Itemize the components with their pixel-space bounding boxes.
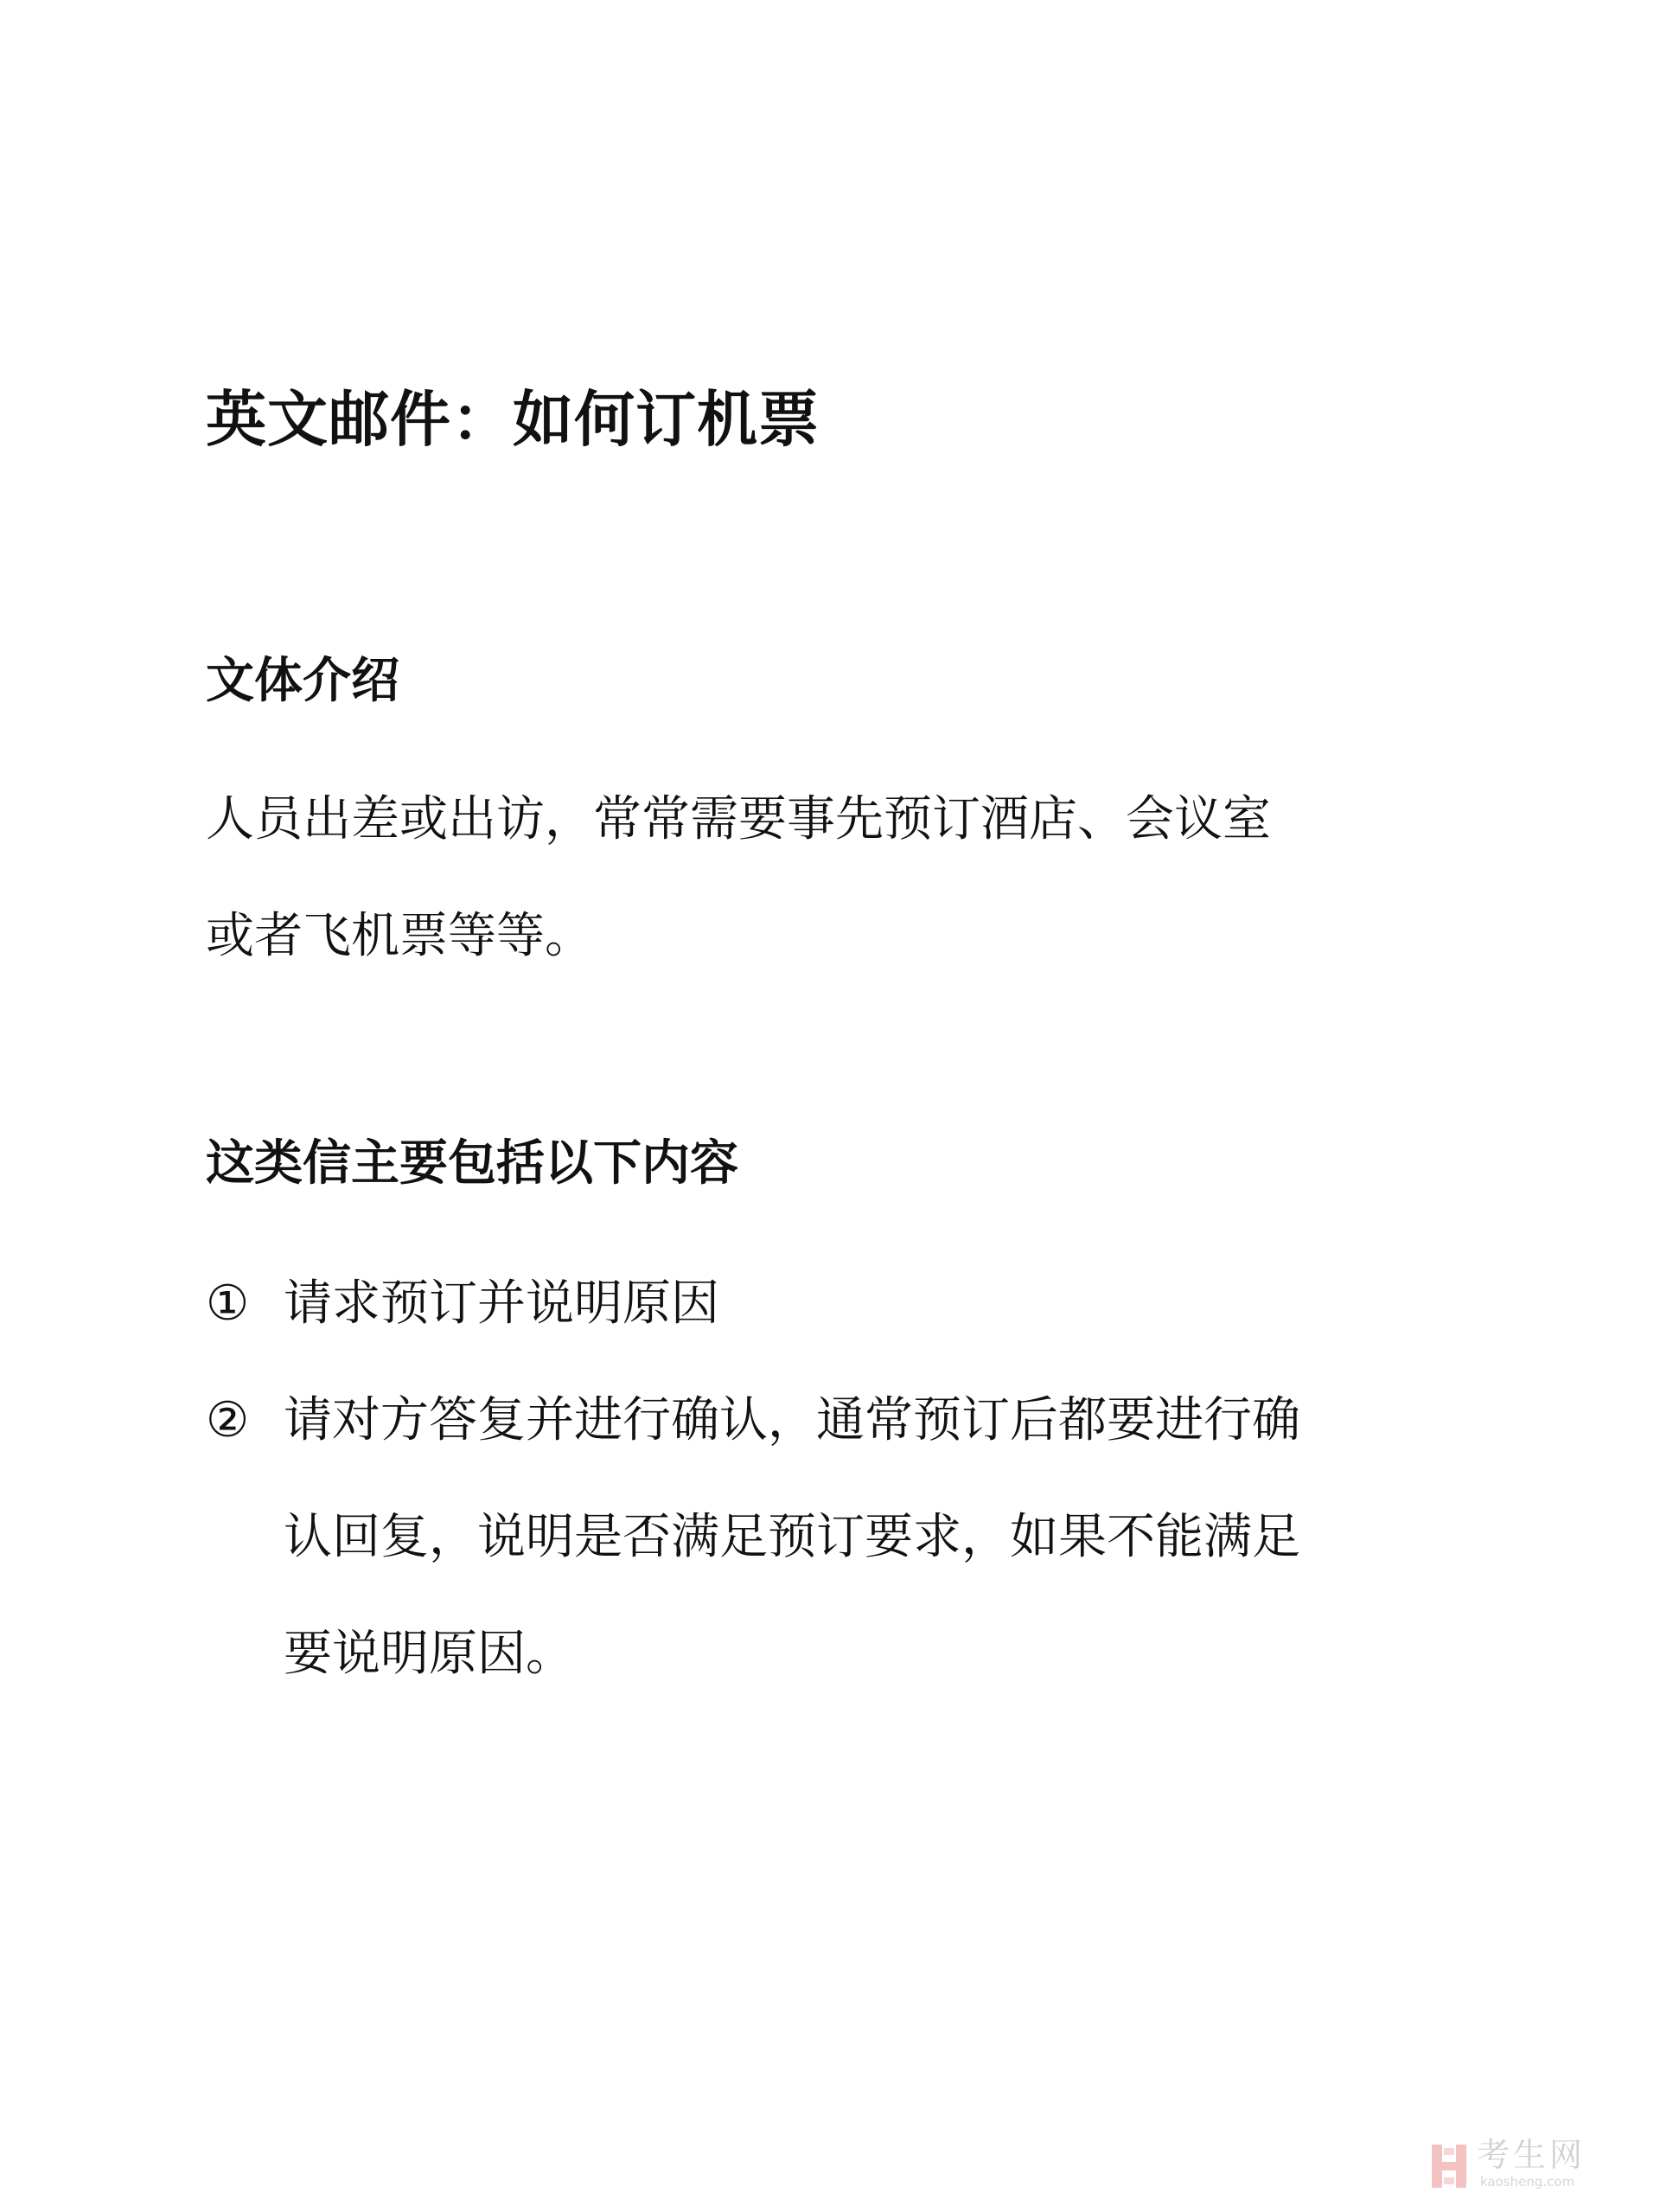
intro-line: 人员出差或出访，常常需要事先预订酒店、会议室 <box>206 791 1271 847</box>
section-heading-style-intro: 文体介绍 <box>206 653 399 709</box>
list-marker: ① <box>206 1275 250 1332</box>
section-heading-contents: 这类信主要包括以下内容 <box>206 1135 738 1192</box>
list-item-line: 认回复，说明是否满足预订要求，如果不能满足 <box>284 1509 1300 1565</box>
list-item-line: 请对方答复并进行确认，通常预订后都要进行确 <box>284 1392 1300 1448</box>
page-title: 英文邮件：如何订机票 <box>206 384 820 455</box>
kaosheng-logo-icon <box>1430 2141 1468 2191</box>
intro-paragraph <box>206 761 1451 994</box>
list-item <box>206 1362 1485 1712</box>
contents-list <box>206 1245 1485 1712</box>
watermark-url: kaosheng.com <box>1480 2174 1575 2190</box>
watermark <box>1430 2136 1620 2196</box>
intro-line: 或者飞机票等等。 <box>206 908 593 964</box>
list-marker: ② <box>206 1392 250 1448</box>
list-item-line: 要说明原因。 <box>284 1626 574 1682</box>
list-item-line: 请求预订并说明原因 <box>284 1275 719 1332</box>
watermark-text: 考生网 <box>1477 2136 1587 2174</box>
list-item <box>206 1245 1485 1362</box>
